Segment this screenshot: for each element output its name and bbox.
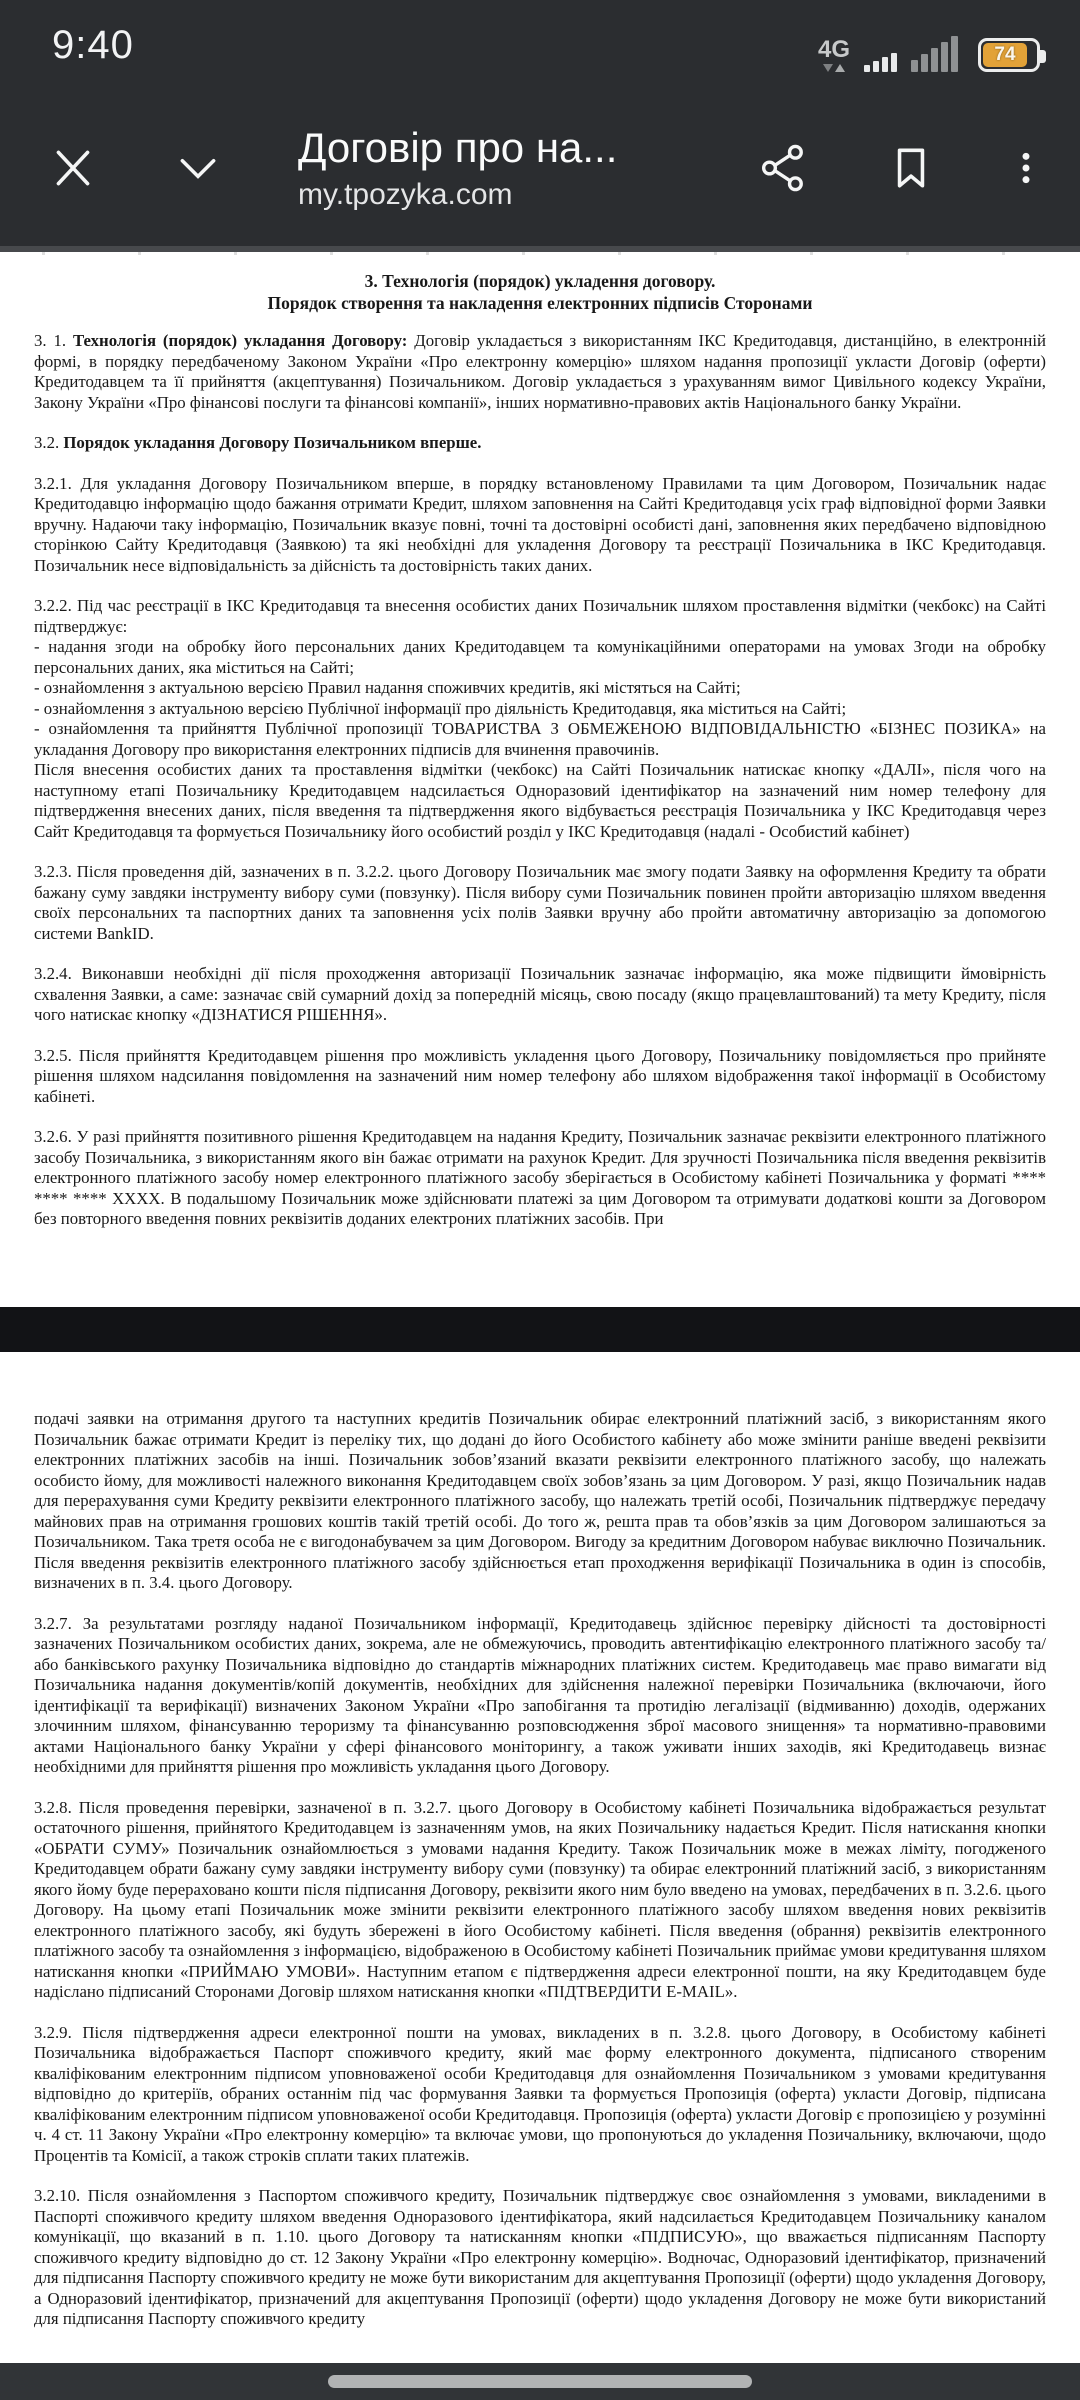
page-url: my.tpozyka.com [298,178,513,211]
doc-paragraph: - ознайомлення з актуальною версією Правил надання споживчих кредитів, які містяться на Сайті; [34,678,741,697]
gesture-nav-bar [0,2363,1080,2400]
document-title-line1: 3. Технологія (порядок) укладення договору. [364,271,716,291]
doc-paragraph: - ознайомлення та прийняття Публічної пропозиції ТОВАРИСТВА З ОБМЕЖЕНОЮ ВІДПОВІДАЛЬНІСТЮ «БІЗНЕС ПОЗИКА» на укладання Договору про використання електронних підписів для вчинення правочинів. [34,719,1046,759]
data-activity-arrows-icon [823,64,845,72]
doc-paragraph: 3.2.2. Під час реєстрації в ІКС Кредитодавця та внесення особистих даних Позичальник шляхом проставлення відмітки (чекбокс) на Сайті підтверджує: [34,596,1046,636]
share-icon[interactable] [756,140,810,196]
doc-paragraph: - ознайомлення з актуальною версією Публічної інформації про діяльність Кредитодавця, яка міститься на Сайті; [34,698,847,718]
battery-nub [1040,50,1046,63]
doc-paragraph: 3.2.9. Після підтвердження адреси електронної пошти на умовах, викладених в п. 3.2.8. цього Договору, в Особистому кабінеті Позичальника відображається Паспорт споживчого кредиту, який має форму електронного документа, підписаного створеним кваліфікованим електронним підписом уповноваженої особи Кредитодавця для ознайомлення Позичальником з умовами кредитування відповідно до критеріїв, обраних останнім під час формування Заявки та формується Пропозиція (оферта) укласти Договір, підписана кваліфікованим електронним підписом уповноваженої особи Кредитодавця. Пропозиція (оферта) укласти Договір є пропозицією у розумінні ч. 4 ст. 11 Закону України «Про електронну комерцію» та включає умови, що пропонуються до укладення Позичальнику, включаючи, щодо Процентів та Комісії, а також строків сплати таких платежів. [34,2022,1046,2165]
doc-paragraph: 3.2.6. У разі прийняття позитивного рішення Кредитодавцем на надання Кредиту, Позичальник зазначає реквізити електронного платіжного засобу Позичальника, з використанням якого він бажає отримати на рахунок Кредит. Для зручності Позичальника після введення реквізитів електронного платіжного засобу номер електронного платіжного засобу зберігається в Особистому кабінеті Позичальника у форматі **** **** **** XXXX. В подальшому Позичальник може здійснювати платежі за цим Договором та отримувати додаткові кошти за Договором без повторного введення повних реквізитів доданих електроних платіжних засобів. При [34,1127,1046,1228]
battery-percent: 74 [994,44,1016,65]
doc-paragraph: подачі заявки на отримання другого та наступних кредитів Позичальник обирає електронний платіжний засіб, з використанням якого Позичальник бажає отримати Кредит із переліку тих, що додані до його Особистого кабінету або може змінити раніше введені реквізити електронних платіжних засобів на інші. Позичальник зобов’язаний вказати реквізити електронного платіжного засобу, що належать особисто йому, для можливості належного виконання Кредитодавцем своїх зобов’язань за цим Договором. У разі, якщо Позичальник надав для перерахування суми Кредиту реквізити електронного платіжного засобу, що належать третій особі, Позичальник підтверджує передачу майнових прав на отримання грошових коштів такій третій особі. До того ж, решта прав та обов’язків за цим Договором залишаються за Позичальником. Така третя особа не є вигодонабувачем за цим Договором. Вигоду за кредитним Договором набуває виключно Позичальник. Після введення реквізитів електронного платіжного засобу здійснюється етап проходження верифікації Позичальника в один із способів, визначених в п. 3.4. цього Договору. [34,1409,1046,1592]
battery-fill [983,43,1027,67]
page-1-content [34,331,1046,1230]
document-title-line2: Порядок створення та накладення електронних підписів Сторонами [267,293,813,313]
doc-paragraph: - надання згоди на обробку його персональних даних Кредитодавцем та комунікаційними операторами на умовах Згоди на обробку персональних даних, яка міститься на Сайті; [34,637,1046,677]
signal-bars-sim1-icon [864,53,897,72]
status-icons [818,12,1040,78]
doc-paragraph: 3.2.1. Для укладання Договору Позичальником вперше, в порядку встановленому Правилами та цим Договором, Позичальник надає Кредитодавцю інформацію щодо бажання отримати Кредит, шляхом заповнення на Сайті Кредитодавця усіх граф відповідної форми Заявки вручну. Надаючи таку інформацію, Позичальник вказує повні, точні та достовірні особисті дані, заповнення яких передбачено відповідною сторінкою Сайту Кредитодавця (Заявкою) та які необхідні для укладення Договору та реєстрації Позичальника в ІКС Кредитодавця. Позичальник несе відповідальність за дійсність та достовірність таких даних. [34,473,1046,575]
doc-paragraph: Після внесення особистих даних та проставлення відмітки (чекбокс) на Сайті Позичальник натискає кнопку «ДАЛІ», після чого на наступному етапі Позичальнику Кредитодавцем надсилається Одноразовий ідентифікатор на зазначений ним номер телефону для підтвердження внесених даних, після введення та підтвердження якого відбувається реєстрація Позичальника у ІКС Кредитодавця через Сайт Кредитодавця та формується Позичальнику його особистий розділ у ІКС Кредитодавця (надалі - Особистий кабінет) [34,760,1046,841]
chevron-down-icon[interactable] [170,143,226,193]
network-4g-label: 4G [817,36,850,63]
doc-paragraph: 3.2.8. Після проведення перевірки, зазначеної в п. 3.2.7. цього Договору в Особистому кабінеті Позичальника відображається результат остаточного рішення, прийнятого Кредитодавцем із зазначенням умов, на яких Позичальнику надається Кредит. Після натискання кнопки «ОБРАТИ СУМУ» Позичальник ознайомлюється з умовами надання Кредиту. Також Позичальник може в межах ліміту, погодженого Кредитодавцем обрати бажану суму завдяки інструменту вибору суми (повзунку) та обирає електронний платіжний засіб, з використанням якого йому буде перераховано кошти після підписання Договору, реквізити якого ним було введено на умовах, передбачених в п. 3.2.6. цього Договору. На цьому етапі Позичальник може змінити реквізити електронного платіжного засобу шляхом введення нових реквізитів електронного платіжного засобу, які будуть збережені в його Особистому кабінеті. Після введення (обрання) реквізитів електронного платіжного засобу та ознайомлення з інформацією, відображеною в Особистому кабінеті Позичальник приймає умови кредитування шляхом натискання кнопки «ПРИЙМАЮ УМОВИ». Наступним етапом є підтвердження адреси електронної пошти, на яку Кредитодавцем буде надіслано підписаний Сторонами Договір шляхом натискання кнопки «ПІДТВЕРДИТИ E-MAIL». [34,1797,1046,2001]
document-page-1[interactable] [0,252,1080,1307]
doc-paragraph: 3.2.10. Після ознайомлення з Паспортом споживчого кредиту, Позичальник підтверджує своє ознайомлення з умовами, викладеними в Паспорті споживчого кредиту шляхом введення Одноразового ідентифікатора, який надсилається Кредитодавцем Позичальнику каналом комунікації, що вказаний в п. 1.10. цього Договору та натисканням кнопки «ПІДПИСУЮ», що вважається підписанням Паспорту споживчого кредиту відповідно до ст. 12 Закону України «Про електронну комерцію». Водночас, Одноразовий ідентифікатор, призначений для підписання Паспорту споживчого кредиту не може бути використаним для акцептування Пропозиції (оферти) щодо укладення Договору, а Одноразовий ідентифікатор, призначений для акцептування Пропозиції (оферти) щодо укладення Договору не може бути використаний для підписання Паспорту споживчого кредиту [34,2186,1046,2328]
bookmark-icon[interactable] [886,140,936,196]
doc-paragraph: 3.2. Порядок укладання Договору Позичальником вперше. [34,433,482,452]
render-artifact-strip [0,252,1080,255]
document-page-2[interactable] [0,1352,1080,2363]
signal-bars-sim2-icon [911,36,958,72]
page-separator [0,1307,1080,1352]
close-icon[interactable] [48,143,98,193]
status-time: 9:40 [52,22,134,67]
page-2-content [34,1409,1046,2330]
network-type-indicator [818,38,850,72]
status-bar [0,0,1080,90]
doc-paragraph: 3.2.5. Після прийняття Кредитодавцем рішення про можливість укладення цього Договору, Позичальнику повідомляється про прийняте рішення шляхом надсилання повідомлення на зазначений ним номер телефону або шляхом відображення такої інформації в Особистому кабінеті. [34,1045,1046,1106]
page-title: Договір про на... [298,124,618,171]
page-title-block [298,124,746,212]
overflow-menu-icon[interactable] [1006,140,1046,196]
doc-paragraph: 3.2.7. За результатами розгляду наданої Позичальником інформації, Кредитодавець здійснює перевірку дійсності та достовірності зазначених Позичальником особистих даних, зокрема, але не обмежуючись, проводить автентифікацію електронного платіжного засобу та/або банківського рахунку Позичальника відповідно до стандартів міжнародних платіжних систем. Кредитодавець має право вимагати від Позичальника надання документів/копій документів, необхідних для здійснення належної перевірки Позичальника (включаючи, його ідентифікації та верифікації) визначених Законом України «Про запобігання та протидію легалізації (відмиванню) доходів, одержаних злочинним шляхом, фінансуванню тероризму та фінансуванню розповсюдження зброї масового знищення» та нормативно-правовими актами Національного банку України у сфері фінансового моніторингу, а також уживати інших заходів, які Кредитодавець визнає необхідними для прийняття рішення про можливість укладання цього Договору. [34,1613,1046,1776]
doc-paragraph: 3.2.4. Виконавши необхідні дії після проходження авторизації Позичальник зазначає інформацію, яка може підвищити ймовірність схвалення Заявки, а саме: зазначає свій сумарний дохід за попередній місяць, свою посаду (якщо працевлаштований) та мету Кредиту, після чого натискає кнопку «ДІЗНАТИСЯ РІШЕННЯ». [34,964,1046,1024]
custom-tab-header [0,90,1080,246]
home-indicator[interactable] [328,2375,752,2388]
doc-paragraph: 3. 1. Технологія (порядок) укладання Договору: Договір укладається з використанням ІКС Кредитодавця, дистанційно, в електронній формі, в порядку передбаченому Законом України «Про електронну комерцію» шляхом надання пропозиції укласти Договір (оферти) Кредитодавцем та її прийняття (акцептування) Позичальником. Договір укладається з урахуванням вимог Цивільного кодексу України, Закону України «Про фінансові послуги та фінансові компанії», інших нормативно-правових актів Національного банку України. [34,331,1047,412]
battery-icon [978,38,1040,72]
doc-paragraph: 3.2.3. Після проведення дій, зазначених в п. 3.2.2. цього Договору Позичальник має змогу подати Заявку на оформлення Кредиту та обрати бажану суму завдяки інструменту вибору суми (повзунку). Після вибору суми Позичальник повинен пройти авторизацію шляхом введення своїх персональних та паспортних даних та заповнення усіх полів Заявки вручну або пройти автоматичну авторизацію за допомогою системи BankID. [34,862,1046,943]
